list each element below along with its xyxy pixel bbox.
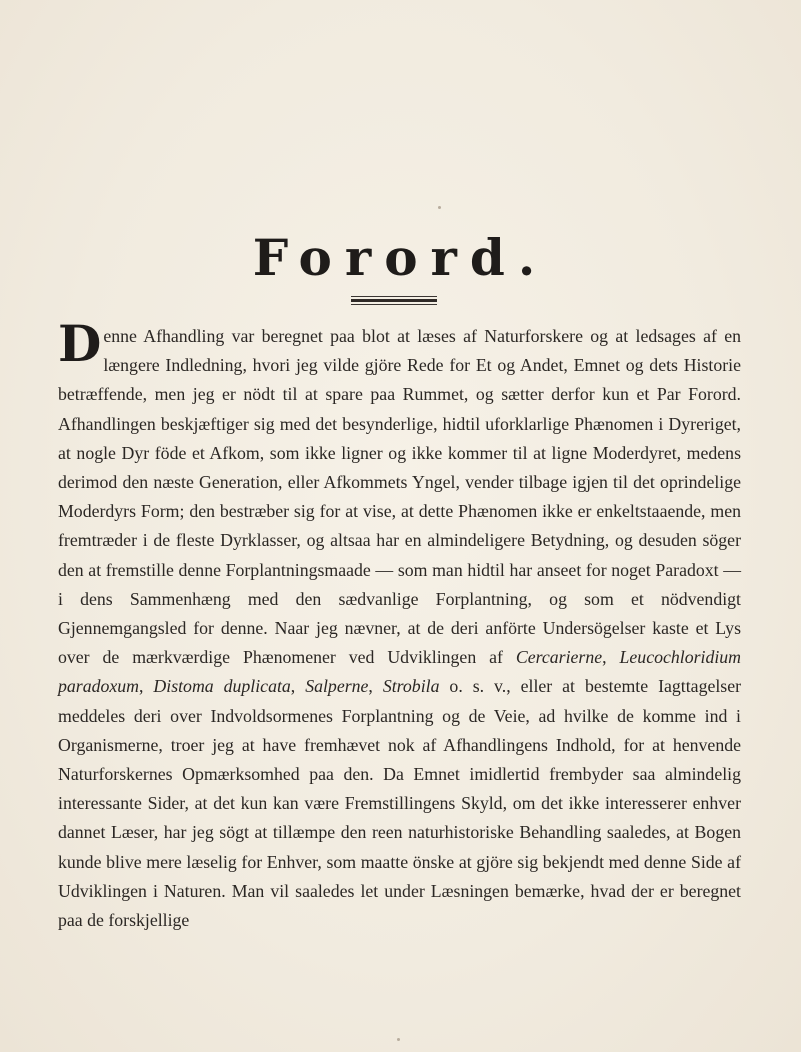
text-run: , bbox=[139, 676, 154, 697]
drop-cap: D bbox=[58, 314, 102, 373]
preface-text bbox=[58, 314, 742, 935]
text-run: , bbox=[290, 676, 306, 697]
text-run: enne Afhandling var beregnet paa blot at læses af Naturforskere og at ledsages af en længere Indledning, hvori jeg vilde gjöre Rede for Et og Andet, Emnet og dets Historie betræffende, men jeg er nödt til at spare paa Rummet, og sætter derfor kun et Par Forord. Afhandlingen beskjæftiger sig med det besynderlige, hidtil uforklarlige Phænomen i Dyreriget, at nogle Dyr föde et Afkom, som ikke ligner og ikke kommer til at ligne Moderdyret, medens derimod den næste Generation, eller Afkommets Yngel, vender tilbage igjen til det oprindelige Moderdyrs Form; den bestræber sig for at vise, at dette Phænomen ikke er enkeltstaaende, men fremtræder i de fleste Dyrklasser, og altsaa har en almindeligere Betydning, og desuden söger den at fremstille denne Forplantningsmaade — som man hidtil har anseet for noget Paradoxt — i dens Sammenhæng med den sædvanlige Forplantning, og som et nödvendigt Gjennemgangsled for denne. Naar jeg nævner, at de deri anförte Undersögelser kaste et Lys over de mærkværdige Phænomener ved Udviklingen af bbox=[58, 326, 741, 668]
italic-term: Salperne bbox=[305, 676, 369, 697]
italic-term: Strobila bbox=[382, 676, 440, 697]
paper-speck bbox=[397, 1038, 400, 1041]
title-rule bbox=[351, 296, 437, 305]
text-run: , bbox=[602, 647, 620, 668]
paper-speck bbox=[438, 206, 441, 209]
italic-term: Distoma duplicata bbox=[153, 676, 291, 697]
text-run: o. s. v., eller at bestemte Iagttagelser meddeles deri over Indvoldsormenes Forplantning og de Veie, ad hvilke de komme ind i Organismerne, troer jeg at have fremhævet nok af Afhandlingens Indhold, for at henvende Naturforskernes Opmærksomhed paa den. Da Emnet imidlertid frembyder saa almindelig interessante Sider, at det kun kan være Fremstillingens Skyld, om det ikke interesserer enhver dannet Læser, har jeg sögt at tillæmpe den reen naturhistoriske Behandling saaledes, at Bogen kunde blive mere læselig for Enhver, som maatte önske at gjöre sig bekjendt med denne Side af Udviklingen i Naturen. Man vil saaledes let under Læsningen bemærke, hvad der er beregnet paa de forskjellige bbox=[58, 676, 742, 931]
italic-term: Leucochloridium paradoxum bbox=[58, 647, 742, 697]
text-run: , bbox=[368, 676, 383, 697]
italic-term: Cercarierne bbox=[515, 647, 603, 668]
page-title: Forord. bbox=[252, 228, 549, 287]
